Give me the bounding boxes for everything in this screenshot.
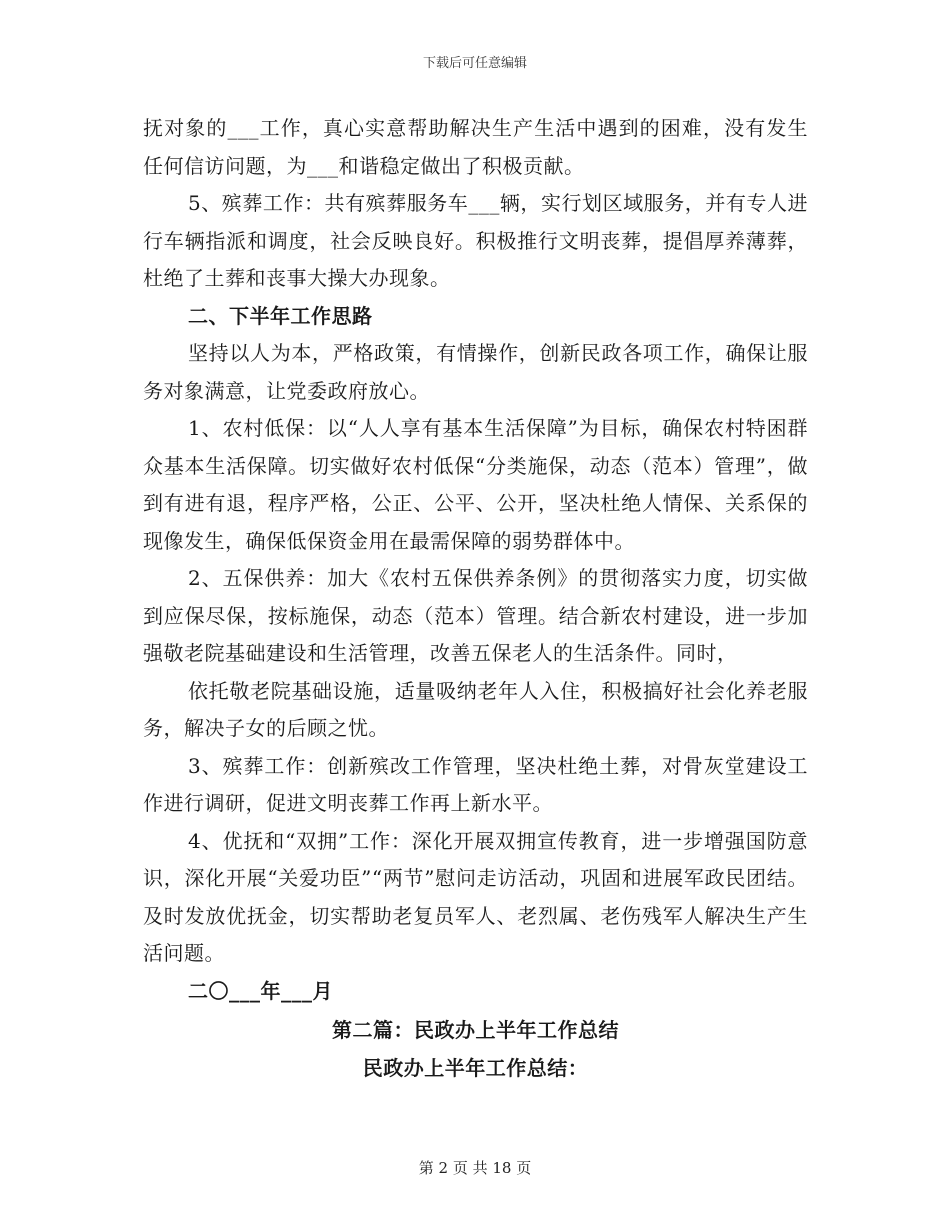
page-header: 下载后可任意编辑 [422,56,527,71]
date-line: 二〇___年___月 [188,978,333,1003]
page-footer: 第 2 页 共 18 页 [418,1159,532,1177]
chapter-title: 第二篇：民政办上半年工作总结 [332,1018,619,1042]
document-body [143,110,808,1087]
paragraph-military-support: 4、优抚和“双拥”工作：深化开展双拥宣传教育，进一步增强国防意识，深化开展“关爱功臣”“两节”慰问走访活动，巩固和进展军政民团结。及时发放优抚金，切实帮助老复员军人、老烈属、老伤残军人解决生产生活问题。 [143,828,808,965]
paragraph-rural-subsistence: 1、农村低保：以“人人享有基本生活保障”为目标，确保农村特困群众基本生活保障。切实做好农村低保“分类施保，动态（范本）管理”，做到有进有退，程序严格，公正、公平、公开，坚决杜绝人情保、关系保的现像发生，确保低保资金用在最需保障的弱势群体中。 [143,416,808,553]
paragraph-nursing-home: 依托敬老院基础设施，适量吸纳老年人入住，积极搞好社会化养老服务，解决子女的后顾之忧。 [143,678,808,740]
paragraph-funeral-reform: 3、殡葬工作：创新殡改工作管理，坚决杜绝土葬，对骨灰堂建设工作进行调研，促进文明丧葬工作再上新水平。 [143,753,808,815]
paragraph-principles: 坚持以人为本，严格政策，有情操作，创新民政各项工作，确保让服务对象满意，让党委政府放心。 [143,341,808,403]
paragraph-five-guarantees: 2、五保供养：加大《农村五保供养条例》的贯彻落实力度，切实做到应保尽保，按标施保，动态（范本）管理。结合新农村建设，进一步加强敬老院基础建设和生活管理，改善五保老人的生活条件。同时， [143,566,808,665]
paragraph-funeral-work: 5、殡葬工作：共有殡葬服务车___辆，实行划区域服务，并有专人进行车辆指派和调度，社会反映良好。积极推行文明丧葬，提倡厚养薄葬，杜绝了土葬和丧事大操大办现象。 [143,191,808,290]
chapter-subtitle: 民政办上半年工作总结： [362,1055,589,1080]
paragraph-continuation: 抚对象的___工作，真心实意帮助解决生产生活中遇到的困难，没有发生任何信访问题，为___和谐稳定做出了积极贡献。 [143,116,808,178]
section-heading: 二、下半年工作思路 [188,303,373,328]
